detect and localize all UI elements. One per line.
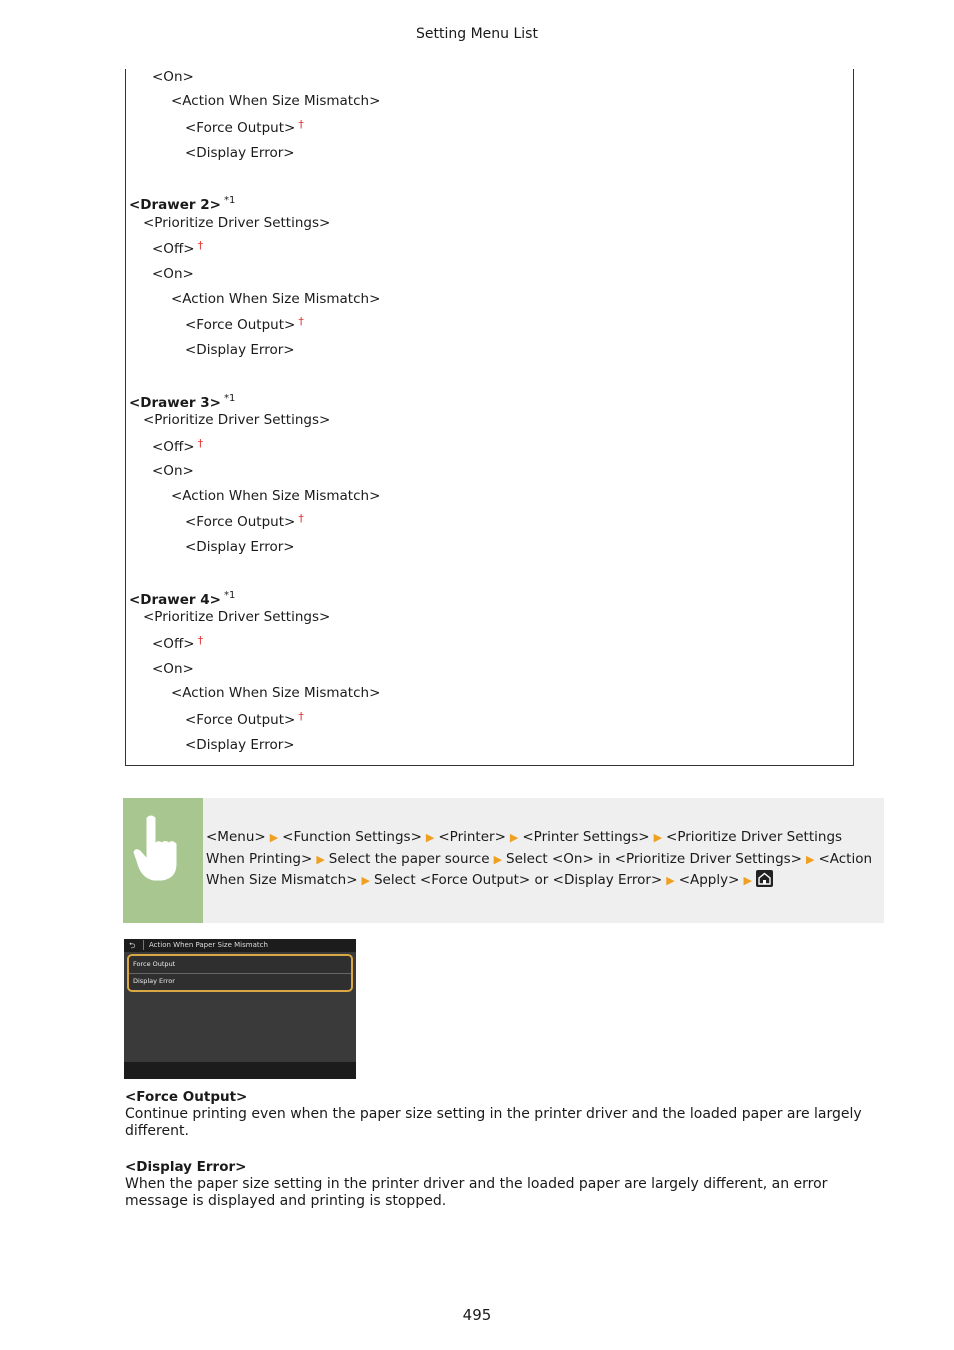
drawer-3-title: <Drawer 3> $^{*1}$ [129,393,236,411]
screen-option-force-output[interactable]: Force Output [133,960,176,968]
description-text: Continue printing even when the paper size setting in the printer driver and the loaded paper are largely different. [125,1106,862,1139]
menu-item-action-mismatch: <Action When Size Mismatch> [171,291,381,307]
screen-title-bar [124,939,356,952]
default-marker: † [197,634,204,647]
menu-item-on: <On> [152,463,194,479]
nav-step: Select the paper source [328,850,490,867]
navigation-path [206,827,882,892]
nav-step: <Menu> [206,829,266,845]
default-marker: † [298,315,304,328]
menu-item-off: <Off> † [152,239,204,257]
menu-item-off: <Off> † [152,437,204,455]
title-divider [143,940,144,950]
arrow-right-icon: ▶ [361,874,370,887]
drawer-2-title: <Drawer 2> $^{*1}$ [129,195,236,213]
screen-bottom-bar [124,1062,356,1079]
menu-item-prioritize: <Prioritize Driver Settings> [143,412,331,428]
page-number: 495 [462,1306,492,1324]
arrow-right-icon: ▶ [805,852,815,866]
page-header: Setting Menu List [416,26,538,42]
footnote-marker: *1 [223,393,236,404]
menu-item-action-mismatch: <Action When Size Mismatch> [171,685,381,701]
screen-title: Action When Paper Size Mismatch [149,941,268,949]
default-marker: † [197,437,204,450]
description-text: When the paper size setting in the printer driver and the loaded paper are largely different, an error message is displayed and printing is stopped. [125,1176,828,1209]
nav-step: <Function Settings> [282,829,422,845]
description-title: <Force Output> [125,1089,248,1105]
pointing-hand-icon [123,798,203,923]
menu-item-off: <Off> † [152,634,204,652]
default-marker: † [298,512,304,525]
default-marker: † [298,118,304,131]
device-screen [124,939,356,1079]
screen-options-list [127,954,353,992]
nav-step: <Action When Size Mismatch> [206,850,873,888]
menu-item-on: <On> [152,69,194,85]
home-icon [756,870,773,887]
menu-item-force-output: <Force Output> † [185,118,304,136]
footnote-marker: *1 [223,195,236,206]
menu-item-force-output: <Force Output> † [185,315,304,333]
menu-item-display-error: <Display Error> [185,737,295,753]
arrow-right-icon: ▶ [743,874,752,887]
arrow-right-icon: ▶ [269,831,279,844]
arrow-right-icon: ▶ [493,852,503,866]
default-marker: † [197,239,204,252]
description-title: <Display Error> [125,1159,247,1175]
nav-step: Select <Force Output> or <Display Error> [373,872,663,888]
menu-item-prioritize: <Prioritize Driver Settings> [143,215,331,231]
nav-step: <Printer Settings> [522,829,650,845]
arrow-right-icon: ▶ [425,831,435,844]
description-display-error [125,1159,885,1210]
nav-step: <Prioritize Driver Settings When Printing> [206,829,843,867]
nav-step: Select <On> in <Prioritize Driver Settings> [506,850,802,867]
navigation-panel [123,798,884,923]
description-force-output [125,1089,885,1140]
menu-item-action-mismatch: <Action When Size Mismatch> [171,93,381,109]
arrow-right-icon: ▶ [653,831,663,844]
back-icon[interactable]: ⮌ [129,941,136,950]
default-marker: † [298,710,304,723]
menu-item-display-error: <Display Error> [185,539,295,555]
menu-item-force-output: <Force Output> † [185,512,304,530]
arrow-right-icon: ▶ [316,852,325,866]
screen-option-display-error[interactable]: Display Error [133,977,175,985]
nav-step: <Apply> [678,872,740,888]
menu-item-prioritize: <Prioritize Driver Settings> [143,609,331,625]
menu-item-display-error: <Display Error> [185,342,295,358]
option-divider [129,973,351,974]
menu-item-force-output: <Force Output> † [185,710,304,728]
drawer-4-title: <Drawer 4> $^{*1}$ [129,590,236,608]
footnote-marker: *1 [223,590,236,601]
menu-item-action-mismatch: <Action When Size Mismatch> [171,488,381,504]
menu-item-on: <On> [152,661,194,677]
menu-item-display-error: <Display Error> [185,145,295,161]
arrow-right-icon: ▶ [666,874,675,887]
nav-step: <Printer> [438,829,506,845]
arrow-right-icon: ▶ [509,831,519,844]
menu-item-on: <On> [152,266,194,282]
